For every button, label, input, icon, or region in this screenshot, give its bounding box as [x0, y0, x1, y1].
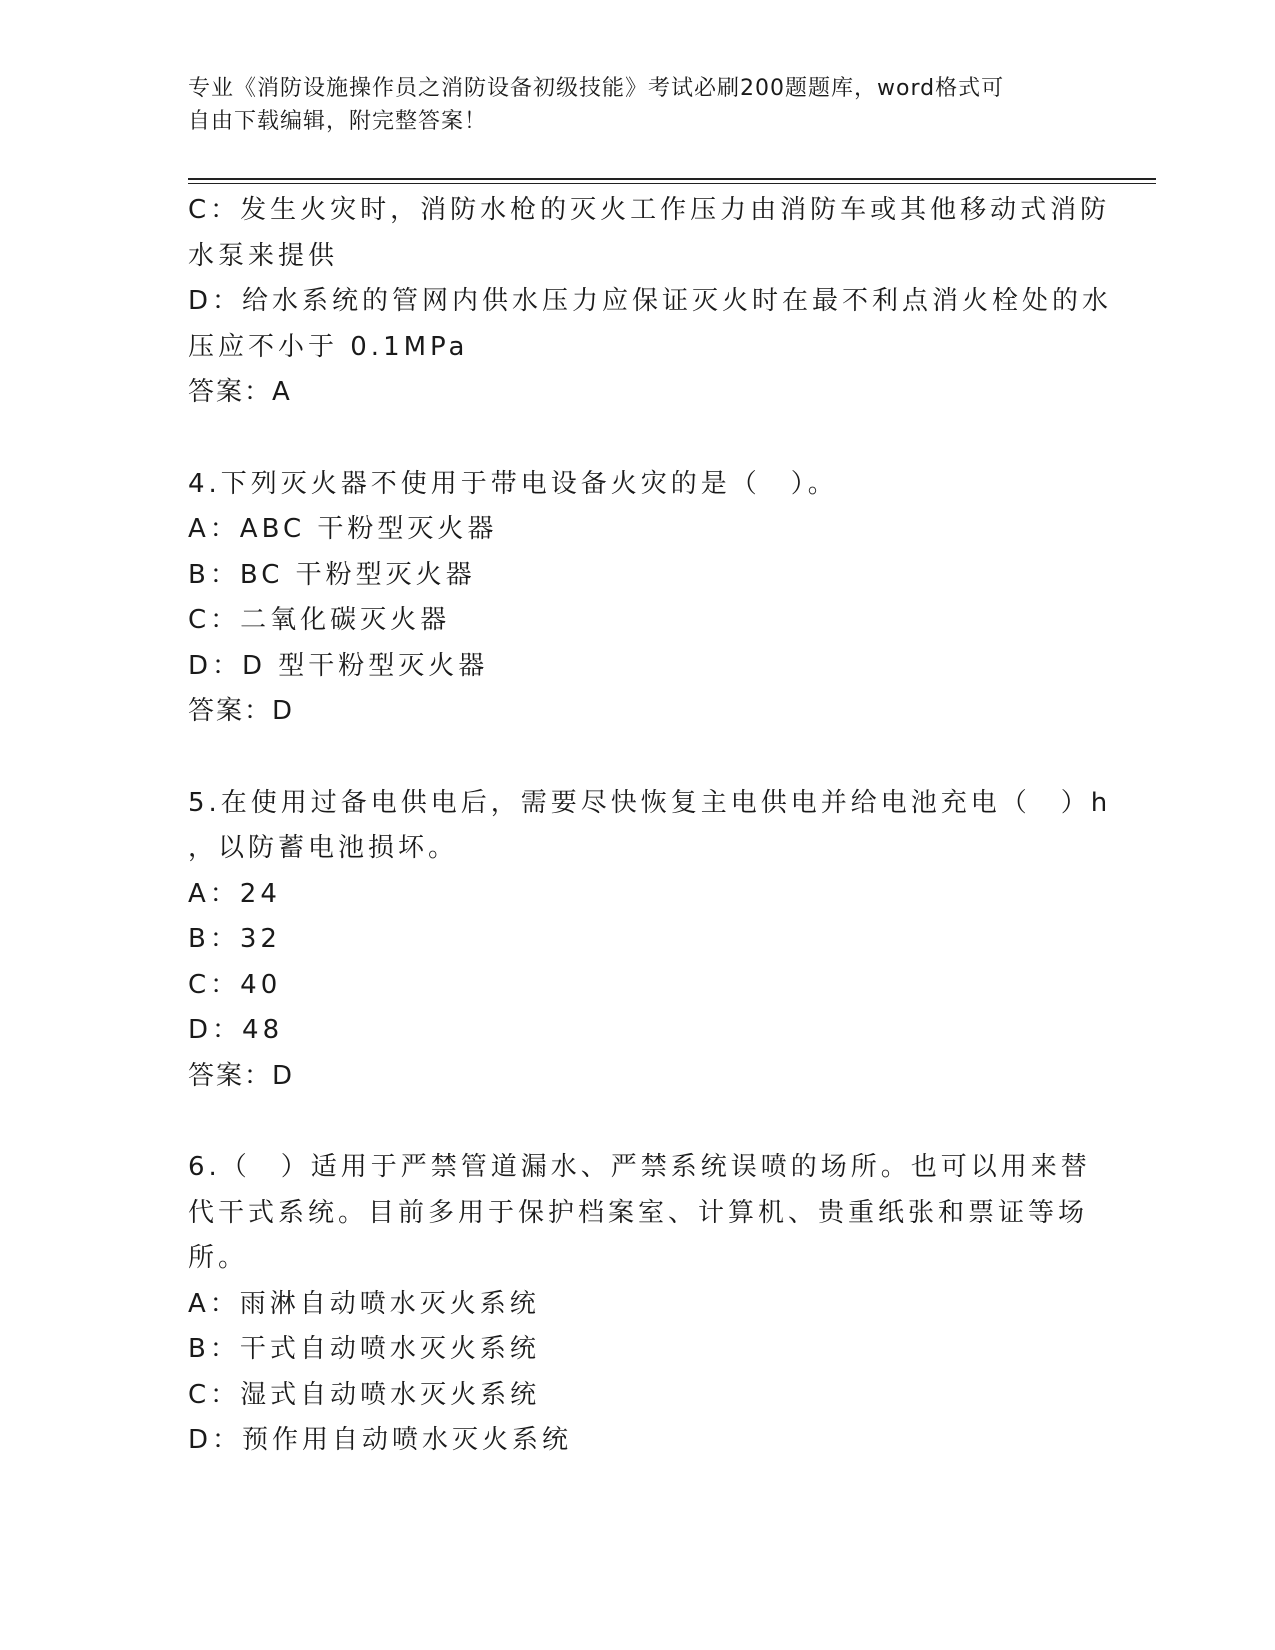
question-stem-line-3: 所。 — [188, 1243, 249, 1273]
option-c: C：40 — [188, 969, 282, 1000]
spacer — [188, 416, 1088, 462]
option-c: C：湿式自动喷水灭火系统 — [188, 1379, 541, 1410]
answer: 答案：D — [188, 696, 295, 726]
option-c-line-2: 水泵来提供 — [188, 240, 339, 271]
option-d-line-2: 压应不小于 0.1MPa — [188, 331, 469, 362]
answer: 答案：A — [188, 377, 292, 407]
header-divider-thick — [188, 178, 1156, 180]
option-d-line-1: D：给水系统的管网内供水压力应保证灭火时在最不利点消火栓处的水 — [188, 286, 1113, 316]
question-3-tail — [188, 188, 1113, 416]
question-stem-line-1: 5.在使用过备电供电后，需要尽快恢复主电供电并给电池充电（ ）h — [188, 787, 1112, 818]
header-divider-thin — [188, 183, 1156, 184]
question-5 — [188, 781, 1112, 1100]
option-c: C：二氧化碳灭火器 — [188, 605, 451, 635]
option-a: A：ABC 干粉型灭火器 — [188, 514, 498, 544]
question-6 — [188, 1145, 1091, 1464]
option-d: D：D 型干粉型灭火器 — [188, 650, 489, 681]
option-c-line-1: C：发生火灾时，消防水枪的灭火工作压力由消防车或其他移动式消防 — [188, 195, 1111, 225]
document-header — [188, 72, 1068, 138]
question-stem-line-2: ，以防蓄电池损坏。 — [188, 833, 459, 863]
option-b: B：32 — [188, 924, 281, 954]
header-line-2: 自由下载编辑，附完整答案！ — [188, 109, 488, 134]
question-4 — [188, 462, 1088, 735]
option-d: D：48 — [188, 1015, 284, 1045]
spacer — [188, 735, 1088, 781]
question-stem-line-2: 代干式系统。目前多用于保护档案室、计算机、贵重纸张和票证等场 — [188, 1197, 1089, 1228]
header-line-1: 专业《消防设施操作员之消防设备初级技能》考试必刷200题题库，word格式可 — [188, 76, 1005, 101]
question-stem-line-1: 6.（ ）适用于严禁管道漏水、严禁系统误喷的场所。也可以用来替 — [188, 1152, 1091, 1182]
question-stem: 4.下列灭火器不使用于带电设备火灾的是（ ）。 — [188, 468, 838, 499]
option-b: B：BC 干粉型灭火器 — [188, 559, 476, 590]
spacer — [188, 1099, 1088, 1145]
option-d: D：预作用自动喷水灭火系统 — [188, 1425, 573, 1455]
option-a: A：雨淋自动喷水灭火系统 — [188, 1288, 540, 1319]
option-b: B：干式自动喷水灭火系统 — [188, 1334, 540, 1364]
option-a: A：24 — [188, 878, 281, 909]
document-body — [188, 188, 1113, 1464]
answer: 答案：D — [188, 1060, 295, 1091]
